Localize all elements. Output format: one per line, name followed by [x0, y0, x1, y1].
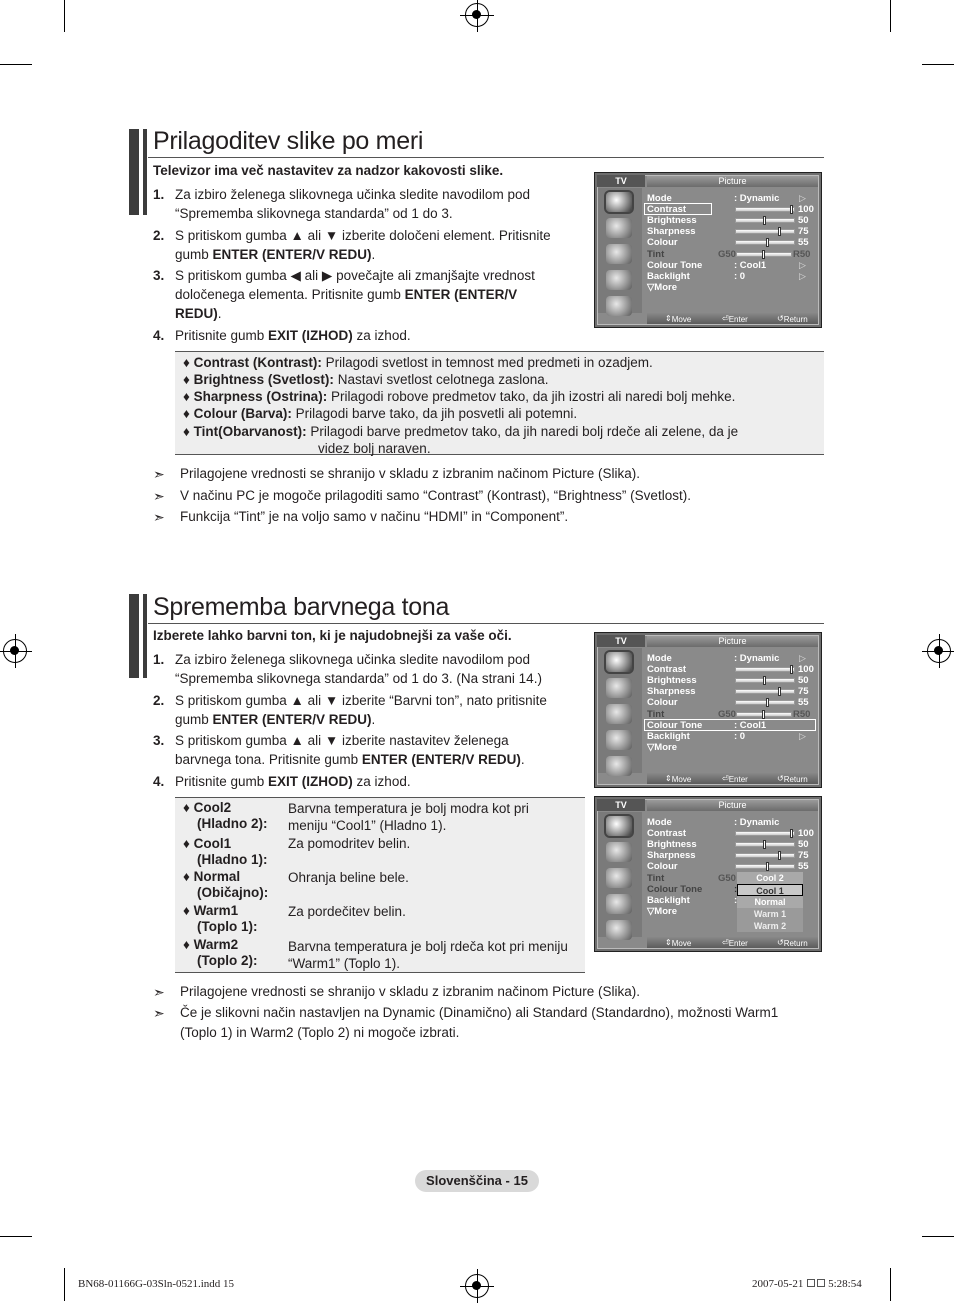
tone-option-cool1[interactable]: Cool 1	[737, 884, 803, 896]
tone-desc: Barvna temperatura je bolj modra kot pri meniju “Cool1” (Hladno 1).	[288, 801, 529, 833]
sharpness-slider	[735, 853, 795, 858]
tip-arrow-icon: ➣	[153, 984, 165, 1000]
step-item: 2. S pritiskom gumba ▲ ali ▼ izberite “Barvni ton”, nato pritisnite gumb ENTER (ENTER/V REDU).	[153, 693, 547, 727]
tip-item: ➣ V načinu PC je mogoče prilagoditi samo “Contrast” (Kontrast), “Brightness” (Svetlost).	[153, 488, 691, 504]
note-item: ♦ Colour (Barva): Prilagodi barve tako, da jih posvetli ali potemni.	[183, 406, 578, 421]
osd-footer: ⇕ Move ⏎ Enter ↺ Return	[647, 313, 818, 324]
osd-item-sharpness: Sharpness	[647, 226, 696, 237]
osd-item-contrast: Contrast	[647, 828, 687, 839]
osd-item-mode: Mode	[647, 817, 672, 828]
osd-item-tint: Tint	[647, 709, 665, 720]
tone-key: ♦ Warm1 (Toplo 1):	[183, 903, 258, 934]
osd-title: Picture	[647, 636, 818, 647]
tip-item: ➣ Prilagojene vrednosti se shranijo v skladu z izbranim načinom Picture (Slika).	[153, 466, 640, 482]
step-item: 1. Za izbiro želenega slikovnega učinka sledite navodilom pod “Sprememba slikovnega standarda” od 1 do 3. (Na strani 14.)	[153, 652, 542, 686]
tint-slider	[736, 712, 792, 717]
osd-footer: ⇕ Move ⏎ Enter ↺ Return	[647, 773, 818, 784]
contrast-slider	[735, 667, 795, 672]
osd-tv-tab: TV	[597, 799, 645, 811]
tint-slider	[736, 252, 792, 257]
section-title: Sprememba barvnega tona	[153, 593, 450, 621]
step-item: 4. Pritisnite gumb EXIT (IZHOD) za izhod.	[153, 774, 411, 789]
tone-desc: Za pordečitev belin.	[288, 904, 406, 919]
osd-sidebar	[598, 648, 642, 773]
sound-icon	[606, 218, 632, 238]
osd-tv-tab: TV	[597, 175, 645, 187]
brightness-slider	[735, 218, 795, 223]
channel-icon	[606, 244, 632, 264]
crop-mark	[922, 1236, 954, 1237]
colour-slider	[735, 700, 795, 705]
note-item: ♦ Contrast (Kontrast): Prilagodi svetlost in temnost med predmeti in ozadjem.	[183, 355, 653, 370]
tone-key: ♦ Warm2 (Toplo 2):	[183, 937, 258, 968]
registration-mark-icon	[465, 1274, 489, 1298]
tone-key: ♦ Normal (Običajno):	[183, 869, 269, 900]
colour-tone-dropdown	[737, 872, 803, 932]
brightness-slider	[735, 678, 795, 683]
tip-arrow-icon: ➣	[153, 1005, 165, 1021]
osd-tv-tab: TV	[597, 635, 645, 647]
sharpness-slider	[735, 229, 795, 234]
tone-desc: Za pomodritev belin.	[288, 836, 411, 851]
tone-key: ♦ Cool1 (Hladno 1):	[183, 836, 268, 867]
setup-icon	[606, 730, 632, 750]
osd-item-tint: Tint	[647, 873, 665, 884]
osd-item-mode: Mode	[647, 193, 672, 204]
note-item: ♦ Tint(Obarvanost): Prilagodi barve predmetov tako, da jih naredi bolj rdeče ali zelene, da je	[183, 424, 739, 439]
section-lead: Izberete lahko barvni ton, ki je najudobnejši za vaše oči.	[153, 628, 512, 643]
sound-icon	[606, 842, 632, 862]
tone-option-warm2[interactable]: Warm 2	[737, 920, 803, 932]
input-icon	[606, 296, 632, 316]
osd-item-more: ▽More	[647, 906, 678, 917]
channel-icon	[606, 704, 632, 724]
osd-item-colour: Colour	[647, 697, 678, 708]
osd-title: Picture	[647, 800, 818, 811]
tone-desc: Barvna temperatura je bolj rdeča kot pri meniju “Warm1” (Toplo 1).	[288, 939, 568, 971]
osd-item-more: ▽More	[647, 282, 678, 293]
osd-item-contrast: Contrast	[647, 204, 687, 215]
tone-key: ♦ Cool2 (Hladno 2):	[183, 800, 268, 831]
section-bar	[129, 129, 143, 215]
osd-sidebar	[598, 188, 642, 313]
note-item: ♦ Brightness (Svetlost): Nastavi svetlost celotnega zaslona.	[183, 372, 549, 387]
crop-mark	[922, 64, 954, 65]
crop-mark	[64, 1268, 65, 1301]
colour-slider	[735, 864, 795, 869]
tv-osd-picture-menu: TV Picture Mode : Dynamic ▷ Contrast 100 Brightness 50 Sharpness 75 Colour 55 Tint G50 R50 Colour Tone : Cool1 ▷ Backlight : 0 ▷ ▽More ⇕ Move ⏎ Enter ↺ Return	[594, 172, 822, 328]
osd-item-colour-tone: Colour Tone	[647, 260, 703, 271]
right-arrow-icon: ▷	[799, 731, 806, 741]
section-title: Prilagoditev slike po meri	[153, 127, 424, 155]
osd-item-mode: Mode	[647, 653, 672, 664]
setup-icon	[606, 894, 632, 914]
osd-item-sharpness: Sharpness	[647, 850, 696, 861]
divider	[148, 623, 824, 624]
tv-osd-picture-menu: TV Picture Mode : Dynamic ▷ Contrast 100 Brightness 50 Sharpness 75 Colour 55 Tint G50 R50 Colour Tone : Cool1 Backlight : 0 ▷ ▽More ⇕ Move ⏎ Enter ↺ Return	[594, 632, 822, 788]
section-bar	[129, 594, 143, 678]
picture-icon	[606, 652, 632, 672]
right-arrow-icon: ▷	[799, 653, 806, 663]
page-number-label: Slovenščina - 15	[415, 1170, 539, 1192]
notes-box: ♦ Contrast (Kontrast): Prilagodi svetlost in temnost med predmeti in ozadjem. ♦ Brightness (Svetlost): Nastavi svetlost celotnega zaslona. ♦ Sharpness (Ostrina): Prilagodi robove predmetov tako, da jih izostri ali naredi bolj mehke. ♦ Colour (Barva): Prilagodi barve tako, da jih posvetli ali potemni. ♦ Tint(Obarvanost): Prilagodi barve predmetov tako, da jih naredi bolj rdeče ali zelene, da je videz bolj naraven.	[175, 351, 824, 455]
step-item: 4. Pritisnite gumb EXIT (IZHOD) za izhod.	[153, 328, 411, 343]
tone-option-warm1[interactable]: Warm 1	[737, 908, 803, 920]
tone-desc: Ohranja beline bele.	[288, 870, 409, 885]
osd-item-backlight: Backlight	[647, 731, 690, 742]
right-arrow-icon: ▷	[799, 193, 806, 203]
osd-item-brightness: Brightness	[647, 675, 697, 686]
note-item: ♦ Sharpness (Ostrina): Prilagodi robove predmetov tako, da jih izostri ali naredi bolj mehke.	[183, 389, 736, 404]
registration-mark-icon	[3, 639, 27, 663]
section-lead: Televizor ima več nastavitev za nadzor kakovosti slike.	[153, 163, 504, 178]
osd-title: Picture	[647, 176, 818, 187]
tip-arrow-icon: ➣	[153, 488, 165, 504]
tip-item: ➣ Funkcija “Tint” je na voljo samo v načinu “HDMI” in “Component”.	[153, 509, 569, 525]
picture-icon	[606, 816, 632, 836]
osd-item-sharpness: Sharpness	[647, 686, 696, 697]
crop-mark	[64, 0, 65, 32]
contrast-slider	[735, 207, 795, 212]
osd-item-more: ▽More	[647, 742, 678, 753]
right-arrow-icon: ▷	[799, 260, 806, 270]
tone-option-normal[interactable]: Normal	[754, 897, 786, 907]
crop-mark	[890, 1268, 891, 1301]
osd-item-colour: Colour	[647, 237, 678, 248]
sound-icon	[606, 678, 632, 698]
colour-tone-table	[175, 797, 585, 973]
osd-item-colour-tone: Colour Tone	[647, 884, 703, 895]
colour-slider	[735, 240, 795, 245]
step-item: 2. S pritiskom gumba ▲ ali ▼ izberite določeni element. Pritisnite gumb ENTER (ENTER/V REDU).	[153, 228, 551, 262]
step-item: 3. S pritiskom gumba ▲ ali ▼ izberite nastavitev želenega barvnega tona. Pritisnite gumb ENTER (ENTER/V REDU).	[153, 733, 525, 767]
brightness-slider	[735, 842, 795, 847]
sharpness-slider	[735, 689, 795, 694]
file-slug: BN68-01166G-03Sln-0521.indd 15	[78, 1278, 235, 1290]
osd-item-colour-tone: Colour Tone	[647, 720, 703, 731]
osd-item-contrast: Contrast	[647, 664, 687, 675]
setup-icon	[606, 270, 632, 290]
osd-item-brightness: Brightness	[647, 215, 697, 226]
tip-arrow-icon: ➣	[153, 509, 165, 525]
osd-item-colour: Colour	[647, 861, 678, 872]
contrast-slider	[735, 831, 795, 836]
registration-mark-icon	[465, 3, 489, 27]
crop-mark	[0, 1236, 32, 1237]
step-item: 3. S pritiskom gumba ◀ ali ▶ povečajte ali zmanjšajte vrednost določenega elementa. Pritisnite gumb ENTER (ENTER/V REDU).	[153, 268, 535, 321]
crop-mark	[890, 0, 891, 32]
osd-item-backlight: Backlight	[647, 271, 690, 282]
channel-icon	[606, 868, 632, 888]
osd-item-brightness: Brightness	[647, 839, 697, 850]
tip-arrow-icon: ➣	[153, 466, 165, 482]
tip-item: ➣ Če je slikovni način nastavljen na Dynamic (Dinamično) ali Standard (Standardno), možnosti Warm1 (Toplo 1) in Warm2 (Toplo 2) ni mogoče izbrati.	[153, 1005, 779, 1040]
step-item: 1. Za izbiro želenega slikovnega učinka sledite navodilom pod “Sprememba slikovnega standarda” od 1 do 3.	[153, 187, 530, 221]
tip-item: ➣ Prilagojene vrednosti se shranijo v skladu z izbranim načinom Picture (Slika).	[153, 984, 640, 1000]
print-date: 2007-05-21 5:28:54	[752, 1278, 862, 1290]
osd-item-backlight: Backlight	[647, 895, 690, 906]
osd-sidebar	[598, 812, 642, 937]
crop-mark	[0, 64, 32, 65]
osd-footer: ⇕ Move ⏎ Enter ↺ Return	[647, 937, 818, 948]
input-icon	[606, 920, 632, 940]
input-icon	[606, 756, 632, 776]
tone-option-cool2[interactable]: Cool 2	[756, 873, 784, 883]
tv-osd-colour-tone-menu: TV Picture Mode : Dynamic Contrast 100 Brightness 50 Sharpness 75 Colour 55 Tint G50 Colour Tone : Backlight : ▽More Cool 2 Cool 1 Normal Warm 1 Warm 2 ⇕ Move ⏎ Enter ↺ Return	[594, 796, 822, 952]
registration-mark-icon	[927, 639, 951, 663]
picture-icon	[606, 192, 632, 212]
osd-item-tint: Tint	[647, 249, 665, 260]
divider	[148, 157, 824, 158]
right-arrow-icon: ▷	[799, 271, 806, 281]
